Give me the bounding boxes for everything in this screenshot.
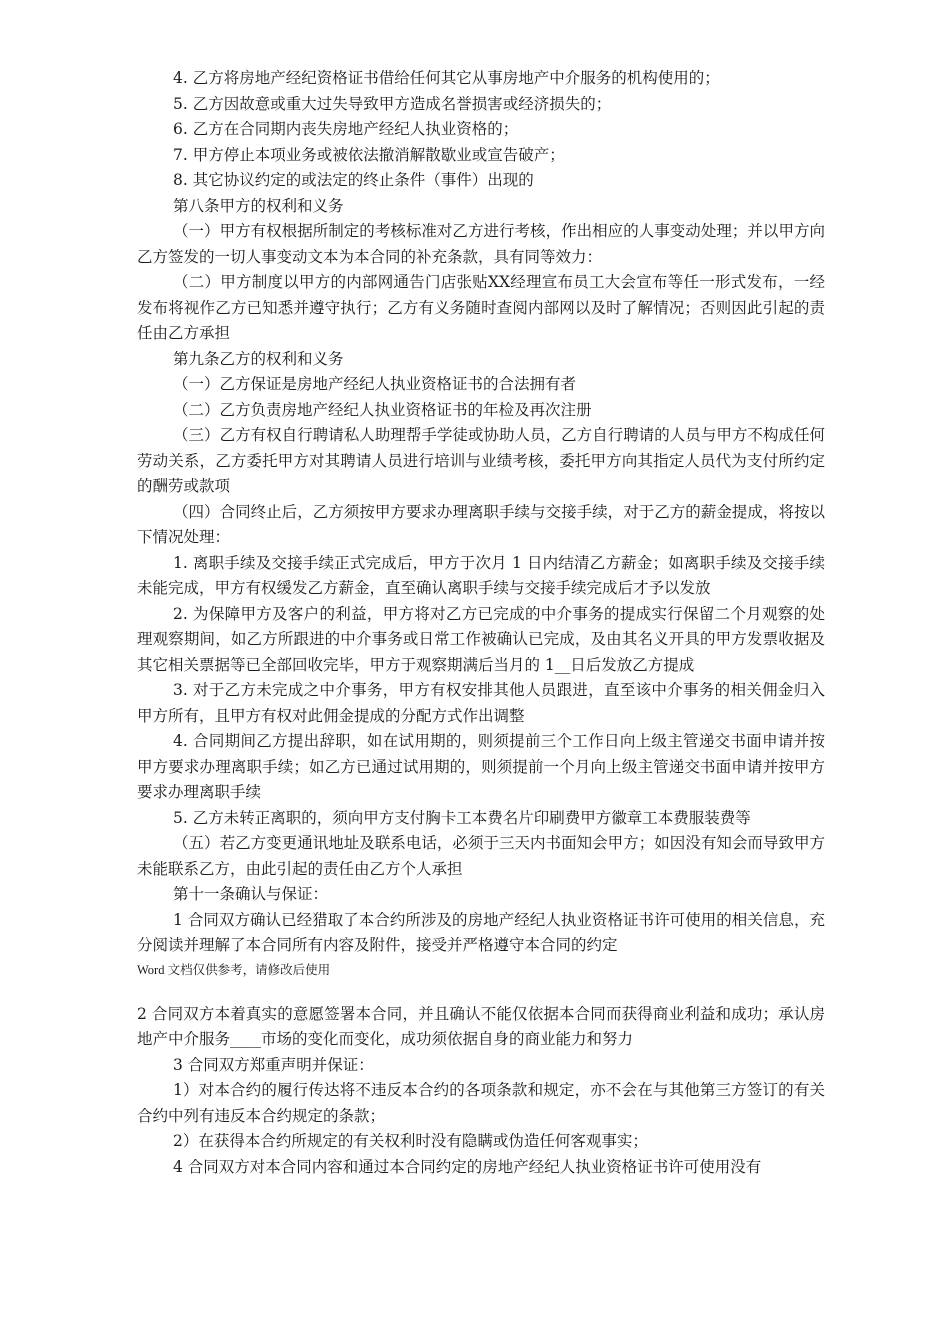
confirmation-item-3: 3 合同双方郑重声明并保证： — [173, 1055, 374, 1074]
confirmation-item-4: 4 合同双方对本合同内容和通过本合同约定的房地产经纪人执业资格证书许可使用没有 — [173, 1157, 762, 1176]
clause-item-8: 8. 其它协议约定的或法定的终止条件（事件）出现的 — [173, 171, 534, 189]
settlement-item-1: 1. 离职手续及交接手续正式完成后，甲方于次月 1 日内结清乙方薪金；如离职手续及交接手续未能完成，甲方有权缓发乙方薪金，直至确认离职手续与交接手续完成后才予以发放 — [137, 553, 825, 597]
clause-item-5: 5. 乙方因故意或重大过失导致甲方造成名誉损害或经济损失的； — [173, 94, 612, 113]
declaration-item-1: 1）对本合约的履行传达将不违反本合约的各项条款和规定，亦不会在与其他第三方签订的有关合约中列有违反本合约规定的条款； — [137, 1081, 825, 1125]
settlement-item-4: 4. 合同期间乙方提出辞职，如在试用期的，则须提前三个工作日向上级主管递交书面申请并按甲方要求办理离职手续；如乙方已通过试用期的，则须提前一个月向上级主管递交书面申请并按甲方要求办理离职手续 — [137, 732, 825, 801]
document-page — [137, 66, 825, 1180]
clause-item-4: 4. 乙方将房地产经纪资格证书借给任何其它从事房地产中介服务的机构使用的； — [173, 69, 720, 87]
article-9-para-1: （一）乙方保证是房地产经纪人执业资格证书的合法拥有者 — [173, 375, 577, 393]
settlement-item-3: 3. 对于乙方未完成之中介事务，甲方有权安排其他人员跟进，直至该中介事务的相关佣金归入甲方所有，且甲方有权对此佣金提成的分配方式作出调整 — [137, 681, 825, 725]
article-9-para-5: （五）若乙方变更通讯地址及联系电话，必须于三天内书面知会甲方；如因没有知会而导致甲方未能联系乙方，由此引起的责任由乙方个人承担 — [137, 834, 825, 878]
confirmation-item-1: 1 合同双方确认已经猎取了本合约所涉及的房地产经纪人执业资格证书许可使用的相关信息，充分阅读并理解了本合同所有内容及附件，接受并严格遵守本合同的约定 — [137, 910, 825, 954]
article-8-para-2: （二）甲方制度以甲方的内部网通告门店张贴XX经理宣布员工大会宣布等任一形式发布，一经发布将视作乙方已知悉并遵守执行；乙方有义务随时查阅内部网以及时了解情况；否则因此引起的责任由乙方承担 — [137, 273, 825, 342]
clause-item-7: 7. 甲方停止本项业务或被依法撤消解散歇业或宣告破产； — [173, 145, 565, 164]
settlement-item-5: 5. 乙方未转正离职的，须向甲方支付胸卡工本费名片印刷费甲方徽章工本费服装费等 — [173, 808, 751, 827]
article-9-para-3: （三）乙方有权自行聘请私人助理帮手学徒或协助人员，乙方自行聘请的人员与甲方不构成任何劳动关系，乙方委托甲方对其聘请人员进行培训与业绩考核，委托甲方向其指定人员代为支付所约定的酬劳或款项 — [137, 426, 825, 495]
article-9-heading: 第九条乙方的权利和义务 — [173, 349, 344, 368]
article-9-para-2: （二）乙方负责房地产经纪人执业资格证书的年检及再次注册 — [173, 400, 592, 419]
confirmation-item-2: 2 合同双方本着真实的意愿签署本合同，并且确认不能仅依据本合同而获得商业利益和成功；承认房地产中介服务____市场的变化而变化，成功须依据自身的商业能力和努力 — [137, 1004, 825, 1048]
clause-item-6: 6. 乙方在合同期内丧失房地产经纪人执业资格的； — [173, 120, 519, 138]
article-9-para-4: （四）合同终止后，乙方须按甲方要求办理离职手续与交接手续，对于乙方的薪金提成，将按以下情况处理： — [137, 502, 825, 546]
article-8-para-1: （一）甲方有权根据所制定的考核标准对乙方进行考核，作出相应的人事变动处理；并以甲方向乙方签发的一切人事变动文本为本合同的补充条款，具有同等效力： — [137, 222, 825, 266]
declaration-item-2: 2）在获得本合约所规定的有关权利时没有隐瞒或伪造任何客观事实； — [173, 1132, 648, 1150]
page-break-gap — [137, 980, 825, 1002]
article-11-heading: 第十一条确认与保证： — [173, 885, 329, 903]
article-8-heading: 第八条甲方的权利和义务 — [173, 196, 344, 215]
settlement-item-2: 2. 为保障甲方及客户的利益，甲方将对乙方已完成的中介事务的提成实行保留二个月观察的处理观察期间，如乙方所跟进的中介事务或日常工作被确认已完成，及由其名义开具的甲方发票收据及其它相关票据等已全部回收完毕，甲方于观察期满后当月的 1__日后发放乙方提成 — [137, 604, 825, 674]
document-footer-note: Word 文档仅供参考，请修改后使用 — [137, 962, 331, 977]
